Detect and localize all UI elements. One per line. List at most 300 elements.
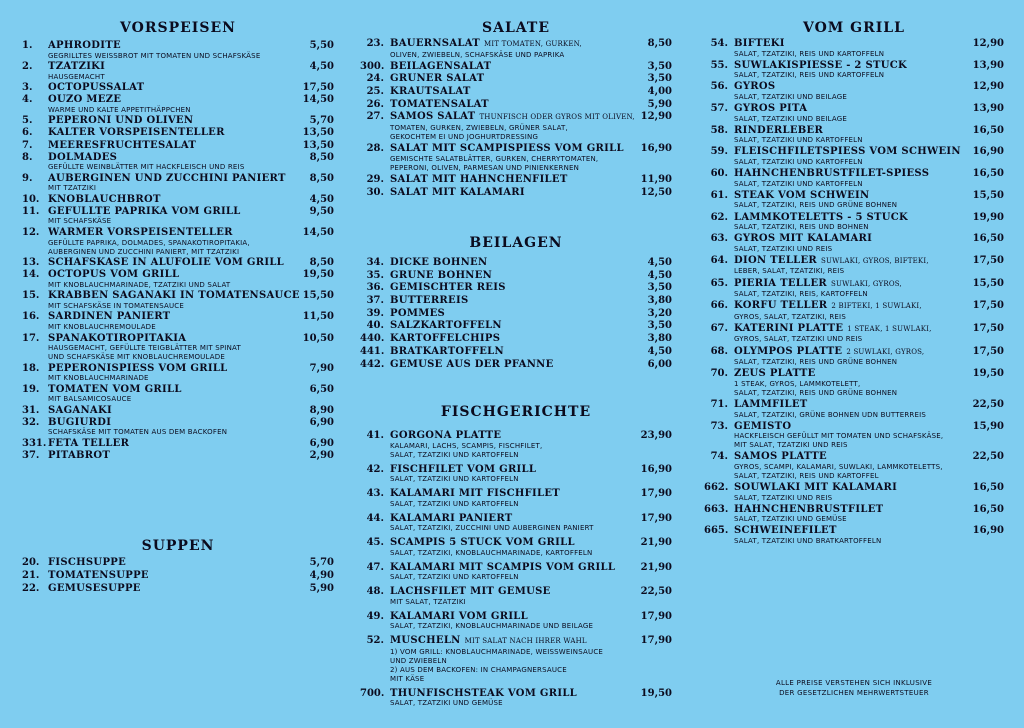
- item-price: 3,50: [647, 320, 672, 332]
- menu-item: [704, 190, 1004, 211]
- item-name: [48, 290, 300, 302]
- item-number: 52.: [366, 635, 384, 646]
- tax-note: ALLE PREISE VERSTEHEN SICH INKLUSIVE DER GESETZLICHEN MEHRWERTSTEUER: [775, 679, 933, 697]
- item-number: 10.: [22, 193, 40, 205]
- menu-item-row: [704, 399, 1004, 411]
- item-price: 9,50: [309, 205, 334, 217]
- item-price: 22,50: [640, 586, 672, 597]
- item-name-text: HÄHNCHENBRUSTFILET-SPIESS: [734, 168, 930, 180]
- item-number: 17.: [22, 332, 40, 344]
- item-price: 8,50: [647, 38, 672, 49]
- menu-item-row: [22, 417, 334, 429]
- item-number: 23.: [366, 38, 384, 49]
- menu-item: [704, 38, 1004, 59]
- item-price: 17,90: [640, 635, 672, 646]
- item-name-text: BUGIURDI: [48, 416, 112, 428]
- item-name: [734, 212, 970, 224]
- menu-item: [360, 295, 672, 307]
- menu-item: [360, 282, 672, 294]
- item-price: 3,80: [647, 295, 672, 307]
- menu-item: [22, 438, 334, 450]
- menu-item: [360, 611, 672, 632]
- item-description: SALAT, TZATZIKI UND BRATKARTOFFELN: [734, 536, 882, 545]
- item-description: HACKFLEISCH GEFÜLLT MIT TOMATEN UND SCHAFSKÄSE, MIT SALAT, TZATZIKI UND REIS: [734, 432, 944, 450]
- item-price: 16,90: [972, 146, 1004, 158]
- item-price: 21,90: [640, 561, 672, 573]
- menu-item-row: [360, 111, 672, 124]
- item-price: 12,90: [972, 38, 1004, 49]
- item-name-text: SCHAFSKÄSE IN ALUFOLIE VOM GRILL: [48, 257, 285, 269]
- item-price: 3,50: [647, 60, 672, 72]
- menu-item: [704, 278, 1004, 300]
- item-name: [390, 488, 638, 500]
- item-name-text: TZATZIKI: [48, 61, 106, 73]
- item-name-text: SAMOS SALAT: [390, 111, 476, 123]
- item-name: [734, 190, 970, 202]
- menu-item: [360, 308, 672, 320]
- menu-item: [360, 586, 672, 607]
- item-price: 19,50: [640, 687, 672, 699]
- menu-item: [22, 94, 334, 115]
- item-price: 23,90: [640, 430, 672, 441]
- menu-item: [360, 488, 672, 509]
- menu-item-row: [704, 346, 1004, 359]
- item-name: [390, 99, 638, 111]
- menu-item: [22, 40, 334, 61]
- item-name: [734, 125, 970, 137]
- item-name-text: PIERIA TELLER: [734, 277, 828, 289]
- menu-item-row: [360, 346, 672, 358]
- item-number: 30.: [366, 186, 384, 198]
- item-description: SALAT, TZATZIKI, GRÜNE BOHNEN UDN BUTTERREIS: [734, 410, 927, 419]
- item-description: SALAT, TZATZIKI, REIS UND BOHNEN: [734, 223, 869, 231]
- menu-item: [22, 227, 334, 257]
- item-number: 45.: [366, 537, 384, 548]
- item-name: [48, 94, 300, 106]
- menu-item: [704, 504, 1004, 525]
- item-number: 8.: [22, 151, 33, 163]
- item-number: 49.: [366, 610, 384, 622]
- menu-item-row: [704, 278, 1004, 291]
- right-column: [704, 0, 1004, 728]
- item-number: 331.: [22, 437, 47, 449]
- item-number: 70.: [710, 368, 728, 380]
- item-name-text: GRÜNER SALAT: [390, 73, 485, 85]
- menu-item: [704, 81, 1004, 102]
- item-number: 2.: [22, 61, 33, 73]
- item-name-text: KALAMARI VOM GRILL: [390, 610, 528, 622]
- item-price: 13,50: [302, 139, 334, 151]
- menu-item-row: [22, 173, 334, 185]
- menu-item-row: [704, 125, 1004, 137]
- menu-item: [360, 143, 672, 173]
- item-price: 5,70: [309, 557, 334, 568]
- menu-item: [22, 257, 334, 269]
- menu-item-row: [22, 82, 334, 94]
- menu-item-row: [704, 451, 1004, 463]
- menu-item: [704, 300, 1004, 322]
- item-name-text: SCAMPIS 5 STÜCK VOM GRILL: [390, 537, 575, 548]
- menu-item-row: [360, 295, 672, 307]
- item-description: SALAT, TZATZIKI UND GEMÜSE: [390, 699, 503, 707]
- item-price: 3,20: [647, 307, 672, 319]
- menu-item: [22, 194, 334, 206]
- item-number: 665.: [704, 525, 729, 537]
- item-price: 4,50: [309, 193, 334, 205]
- item-number: 28.: [366, 143, 384, 155]
- item-description: 1) VOM GRILL: KNOBLAUCHMARINADE, WEISSWEINSAUCE UND ZWIEBELN 2) AUS DEM BACKOFEN: IN CHAMPAGNERSAUCE MIT KÄSE: [390, 647, 604, 683]
- item-number: 71.: [710, 399, 728, 410]
- item-name: [390, 562, 638, 574]
- item-name-text: SALAT MIT HÄHNCHENFILET: [390, 173, 568, 185]
- item-name-text: ZEUS PLATTE: [734, 368, 816, 380]
- item-price: 16,50: [972, 233, 1004, 245]
- menu-item-row: [22, 363, 334, 375]
- menu-item-row: [22, 269, 334, 281]
- menu-item: [22, 417, 334, 438]
- menu-item: [704, 346, 1004, 368]
- item-name-text: SAMOS PLATTE: [734, 451, 827, 463]
- menu-item: [360, 174, 672, 186]
- item-name-text: MEERESFRÜCHTESALAT: [48, 139, 197, 151]
- item-name: [48, 333, 300, 345]
- item-number: 61.: [710, 189, 728, 201]
- item-name: [390, 320, 638, 332]
- item-price: 8,50: [309, 172, 334, 184]
- item-number: 9.: [22, 172, 33, 184]
- item-name-text: SCHWEINEFILET: [734, 525, 837, 537]
- item-price: 16,50: [972, 503, 1004, 515]
- item-name: [48, 82, 300, 94]
- menu-item: [704, 421, 1004, 451]
- item-price: 6,90: [309, 437, 334, 449]
- item-price: 4,00: [647, 86, 672, 98]
- item-number: 6.: [22, 127, 33, 139]
- item-price: 5,50: [309, 40, 334, 51]
- menu-item-row: [22, 94, 334, 106]
- menu-item-row: [704, 38, 1004, 50]
- item-price: 16,50: [972, 482, 1004, 494]
- item-name: [734, 233, 970, 245]
- menu-item: [704, 125, 1004, 146]
- menu-item: [360, 688, 672, 709]
- item-description: SALAT, TZATZIKI UND KARTOFFELN: [390, 475, 519, 483]
- menu-item: [360, 257, 672, 269]
- item-name-text: PEPERONISPIESS VOM GRILL: [48, 362, 228, 374]
- beilagen-title: BEILAGEN: [469, 235, 563, 251]
- item-name: [734, 323, 970, 336]
- item-number: 441.: [360, 345, 385, 357]
- item-number: 12.: [22, 227, 40, 239]
- menu-item: [704, 482, 1004, 503]
- item-inline-description: SUWLAKI, GYROS,: [831, 279, 902, 288]
- menu-item: [360, 38, 672, 60]
- menu-item-row: [360, 333, 672, 345]
- menu-item-row: [704, 482, 1004, 494]
- menu-item-row: [704, 103, 1004, 115]
- menu-item: [360, 359, 672, 371]
- menu-item: [360, 635, 672, 684]
- item-number: 73.: [710, 420, 728, 432]
- item-name: [48, 40, 300, 52]
- menu-item: [360, 333, 672, 345]
- menu-item: [360, 320, 672, 332]
- menu-item: [22, 450, 334, 462]
- menu-item-row: [360, 611, 672, 623]
- menu-item-row: [360, 430, 672, 442]
- item-price: 12,90: [640, 111, 672, 123]
- menu-item: [22, 384, 334, 405]
- item-price: 15,50: [972, 189, 1004, 201]
- menu-item-row: [22, 333, 334, 345]
- item-name: [390, 61, 638, 73]
- item-number: 43.: [366, 488, 384, 499]
- menu-item: [704, 255, 1004, 277]
- item-number: 65.: [710, 277, 728, 289]
- menu-item: [360, 61, 672, 73]
- menu-item-row: [704, 233, 1004, 245]
- item-name: [390, 464, 638, 476]
- menu-item-row: [22, 227, 334, 239]
- item-name-text: PEPERONI UND OLIVEN: [48, 115, 194, 127]
- item-name: [390, 586, 638, 598]
- item-price: 6,50: [309, 383, 334, 395]
- item-description: SALAT, TZATZIKI, REIS UND KARTOFFELN: [734, 49, 885, 58]
- item-inline-description: 2 BIFTEKI, 1 SUWLAKI,: [831, 302, 922, 311]
- menu-item: [22, 290, 334, 311]
- item-description: MIT KNOBLAUCHMARINADE, TZATZIKI UND SALAT: [48, 280, 231, 289]
- item-price: 19,50: [972, 368, 1004, 380]
- item-name: [48, 140, 300, 152]
- item-number: 47.: [366, 561, 384, 573]
- item-name: [48, 450, 300, 462]
- item-name-text: SOUWLAKI MIT KALAMARI: [734, 482, 898, 494]
- vorspeisen-title: VORSPEISEN: [120, 20, 236, 36]
- item-name: [734, 300, 970, 313]
- item-number: 21.: [22, 570, 40, 581]
- item-description: GEFÜLLTE PAPRIKA, DOLMADES, SPANAKOTIROPITAKIA, AUBERGINEN UND ZUCCHINI PANIERT, MIT TZATZIKI: [48, 238, 250, 256]
- item-name: [390, 143, 638, 155]
- item-price: 3,50: [647, 73, 672, 85]
- item-description: MIT SCHAFSKÄSE IN TOMATENSAUCE: [48, 301, 185, 310]
- suppen-title: SUPPEN: [141, 538, 215, 554]
- menu-item-row: [22, 206, 334, 218]
- item-description: SALAT, TZATZIKI, KNOBLAUCHMARINADE UND BEILAGE: [390, 622, 594, 630]
- menu-item-row: [360, 688, 672, 700]
- item-description: SALAT, TZATZIKI UND KARTOFFELN: [390, 573, 519, 581]
- item-description: GEMISCHTE SALATBLÄTTER, GURKEN, CHERRYTOMATEN, PEPERONI, OLIVEN, PARMESAN UND PINIENKERNEN: [390, 154, 599, 172]
- menu-item: [360, 562, 672, 583]
- menu-item-row: [704, 146, 1004, 158]
- item-name-text: SALZKARTOFFELN: [390, 320, 502, 332]
- item-name-text: GEMÜSESUPPE: [48, 583, 141, 594]
- item-name-text: OUZO MEZE: [48, 94, 122, 106]
- menu-item-row: [360, 537, 672, 549]
- item-name-text: GEMISCHTER REIS: [390, 282, 506, 294]
- item-number: 54.: [710, 38, 728, 49]
- item-name-text: TOMATEN VOM GRILL: [48, 383, 182, 395]
- item-name: [48, 115, 300, 127]
- item-name: [48, 384, 300, 396]
- item-name: [390, 282, 638, 294]
- menu-item-row: [704, 421, 1004, 433]
- item-name: [734, 103, 970, 115]
- item-name: [734, 60, 970, 72]
- item-name: [48, 206, 300, 218]
- item-name-text: HÄHNCHENBRUSTFILET: [734, 503, 884, 515]
- item-name: [390, 611, 638, 623]
- item-number: 22.: [22, 583, 40, 594]
- menu-item-row: [360, 308, 672, 320]
- item-price: 17,90: [640, 488, 672, 499]
- item-number: 662.: [704, 482, 729, 494]
- item-number: 39.: [366, 307, 384, 319]
- vom-grill-list: [704, 38, 1004, 547]
- menu-item-row: [360, 257, 672, 269]
- item-name-text: FLEISCHFILETSPIESS VOM SCHWEIN: [734, 146, 961, 158]
- menu-item-row: [22, 257, 334, 269]
- item-number: 16.: [22, 311, 40, 323]
- item-price: 6,90: [309, 416, 334, 428]
- item-name: [390, 38, 638, 51]
- item-name-text: BEILAGENSALAT: [390, 60, 492, 72]
- menu-item: [360, 99, 672, 111]
- item-price: 13,90: [972, 103, 1004, 115]
- item-number: 44.: [366, 512, 384, 524]
- item-description: GYROS, SALAT, TZATZIKI UND REIS: [734, 335, 863, 344]
- item-name-text: LAMMFILET: [734, 399, 808, 410]
- item-name-text: MUSCHELN: [390, 635, 461, 646]
- item-number: 25.: [366, 86, 384, 98]
- item-name: [390, 187, 638, 199]
- menu-item-row: [360, 61, 672, 73]
- item-description: MIT BALSAMICOSAUCE: [48, 395, 132, 404]
- item-name-text: GYROS: [734, 81, 776, 93]
- item-description: OLIVEN, ZWIEBELN, SCHAFSKÄSE UND PAPRIKA: [390, 50, 565, 59]
- menu-item: [22, 61, 334, 82]
- item-name-text: KALAMARI MIT FISCHFILET: [390, 488, 560, 499]
- item-name: [734, 421, 970, 433]
- menu-item: [22, 115, 334, 127]
- item-number: 57.: [710, 103, 728, 115]
- item-description: MIT SALAT, TZATZIKI: [390, 597, 466, 606]
- item-name: [48, 570, 300, 582]
- item-name: [734, 81, 970, 93]
- item-price: 3,50: [647, 282, 672, 294]
- salate-title: SALATE: [481, 20, 550, 36]
- menu-item: [704, 368, 1004, 398]
- item-description: SALAT, TZATZIKI UND BEILAGE: [734, 92, 847, 101]
- item-number: 63.: [710, 233, 728, 245]
- menu-item: [22, 333, 334, 363]
- menu-item-row: [22, 583, 334, 595]
- item-name: [734, 168, 970, 180]
- menu-item-row: [22, 40, 334, 52]
- item-name-text: SALAT MIT SCAMPISPIESS VOM GRILL: [390, 143, 624, 155]
- item-name-text: THUNFISCHSTEAK VOM GRILL: [390, 687, 578, 699]
- item-price: 4,50: [309, 61, 334, 73]
- item-number: 41.: [366, 430, 384, 441]
- item-number: 35.: [366, 269, 384, 281]
- menu-item: [704, 399, 1004, 420]
- menu-item-row: [360, 99, 672, 111]
- item-name: [390, 635, 638, 648]
- item-number: 440.: [360, 333, 385, 345]
- menu-item-row: [360, 513, 672, 525]
- item-number: 48.: [366, 586, 384, 597]
- salate-list: [360, 38, 672, 199]
- item-description: MIT KNOBLAUCHREMOULADE: [48, 322, 156, 331]
- item-price: 13,50: [302, 127, 334, 139]
- item-name: [48, 363, 300, 375]
- item-name-text: SARDINEN PANIERT: [48, 311, 171, 323]
- item-name-text: GORGONA PLATTE: [390, 430, 502, 441]
- beilagen-list: [360, 257, 672, 371]
- menu-item: [22, 269, 334, 290]
- item-description: MIT SCHAFSKÄSE: [48, 217, 112, 226]
- menu-item: [22, 583, 334, 595]
- item-name: [734, 346, 970, 359]
- menu-item-row: [704, 212, 1004, 224]
- item-name: [390, 346, 638, 358]
- item-inline-description: 1 STEAK, 1 SUWLAKI,: [847, 324, 932, 333]
- menu-item-row: [360, 73, 672, 85]
- item-description: SALAT, TZATZIKI, KNOBLAUCHMARINADE, KARTOFFELN: [390, 548, 593, 557]
- item-name-text: KRABBEN SAGANAKI IN TOMATENSAUCE: [48, 290, 300, 302]
- item-price: 11,90: [640, 173, 672, 185]
- item-price: 17,50: [972, 322, 1004, 334]
- menu-item: [22, 363, 334, 384]
- item-name-text: GYROS PITA: [734, 103, 808, 115]
- menu-item-row: [22, 127, 334, 139]
- item-name-text: PITABROT: [48, 450, 111, 462]
- item-number: 56.: [710, 81, 728, 93]
- menu-item-row: [360, 635, 672, 648]
- menu-item-row: [704, 190, 1004, 202]
- item-name-text: SALAT MIT KALAMARI: [390, 186, 525, 198]
- item-name-text: KORFU TELLER: [734, 300, 828, 312]
- item-name: [390, 111, 638, 124]
- menu-item: [360, 86, 672, 98]
- item-number: 66.: [710, 300, 728, 312]
- item-name-text: KNOBLAUCHBROT: [48, 193, 161, 205]
- item-name-text: GEMISTO: [734, 420, 792, 432]
- menu-item-row: [22, 450, 334, 462]
- item-name-text: SAGANAKI: [48, 404, 112, 416]
- menu-item-row: [704, 81, 1004, 93]
- menu-item: [22, 173, 334, 194]
- item-name-text: TOMATENSALAT: [390, 98, 489, 110]
- item-description: SALAT, TZATZIKI UND KARTOFFELN: [734, 136, 863, 145]
- item-name-text: WARMER VORSPEISENTELLER: [48, 227, 233, 239]
- item-price: 14,50: [302, 227, 334, 239]
- menu-item-row: [22, 557, 334, 569]
- menu-item-row: [22, 140, 334, 152]
- item-inline-description: THUNFISCH ODER GYROS MIT OLIVEN,: [479, 113, 635, 122]
- item-name: [390, 333, 638, 345]
- item-price: 8,50: [309, 151, 334, 163]
- menu-item: [22, 570, 334, 582]
- item-price: 5,70: [309, 115, 334, 127]
- item-inline-description: SUWLAKI, GYROS, BIFTEKI,: [821, 256, 929, 265]
- item-description: GEFÜLLTE WEINBLÄTTER MIT HACKFLEISCH UND REIS: [48, 163, 245, 172]
- menu-item: [704, 146, 1004, 167]
- menu-item: [360, 346, 672, 358]
- menu-item-row: [360, 562, 672, 574]
- menu-item: [704, 212, 1004, 233]
- item-price: 17,50: [302, 82, 334, 94]
- item-number: 37.: [22, 450, 40, 462]
